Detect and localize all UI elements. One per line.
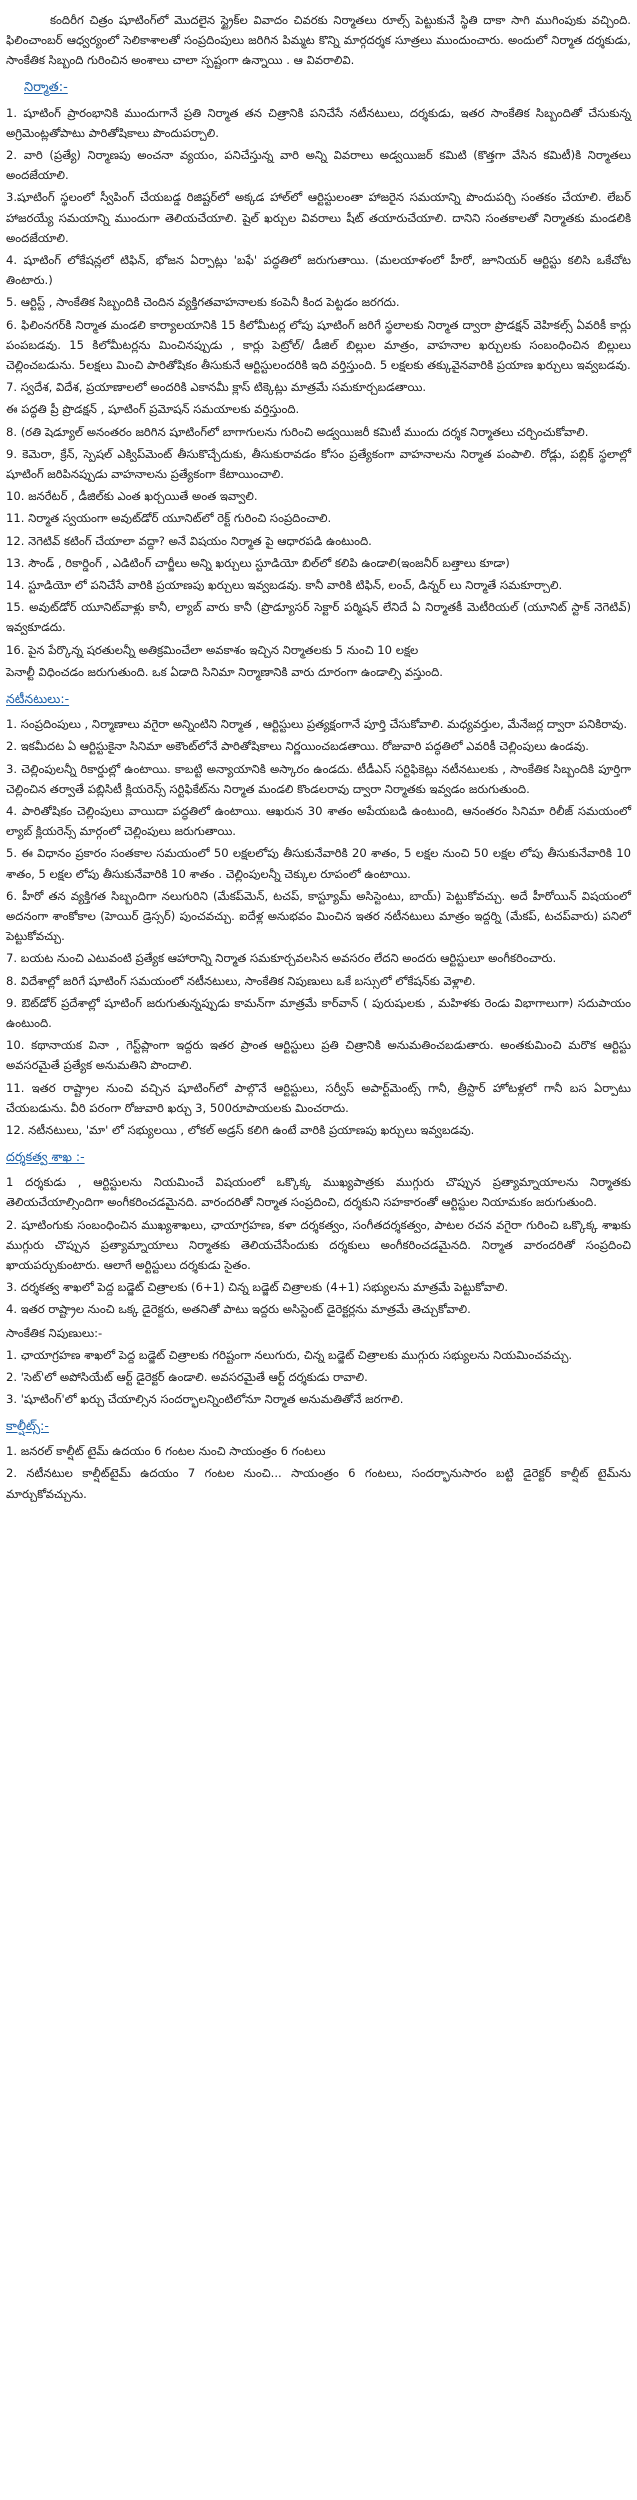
- list-item: 12. నెగెటివ్ కటింగ్ చేయాలా వద్దా? అనే విషయం నిర్మాత పై ఆధారపడి ఉంటుంది.: [6, 533, 372, 548]
- list-item: 8. (రతి షెడ్యూల్ అనంతరం జరిగిన షూటింగ్‌లో బాగాగులను గురించి అడ్వయిజరీ కమిటీ ముందు దర్శక నిర్మాతలు చర్చించుకోవాలి.: [6, 424, 589, 439]
- list-item: 8. విదేశాల్లో జరిగే షూటింగ్ సమయంలో నటీనటులు, సాంకేతిక నిపుణులు ఒకే బస్సులో లోకేషన్‌కు వెళ్లాలి.: [6, 973, 476, 988]
- list-item: 3. చెల్లింపులన్నీ రికార్డుల్లో ఉంటాయి. కాబట్టి అన్యాయానికి అస్కారం ఉండదు. టీడీఎస్ సర్టిఫికెట్లు నటీనటులకు , సాంకేతిక సిబ్బందికి పూర్తిగా చెల్లించిన తర్వాతే పబ్లిసిటీ క్లియరెన్స్ సర్టిఫికేట్‌ను నిర్మాత మండలి కొండలరావు ద్వారా నిర్మాతకు ఇవ్వడం జరుగుతుంది.: [6, 761, 631, 796]
- list-item: 4. ఇతర రాష్ట్రాల నుంచి ఒక్క డైరెక్టరు, అతనితో పాటు ఇద్దరు అసిస్టెంట్ డైరెక్టర్లను మాత్రమే తెచ్చుకోవాలి.: [6, 1302, 471, 1317]
- intro-paragraph: కందిరీగ చిత్రం షూటింగ్‌లో మొదలైన స్ట్రైక్‌ల వివాదం చివరకు నిర్మాతలు రూల్స్ పెట్టుకునే స్థితి దాకా సాగి ముగింపుకు వచ్చింది. ఫిలించాంబర్ ఆధ్వర్యంలో సెలికాశాలతో సంప్రదింపులు జరిగిన పిమ్మట కొన్ని మార్గదర్శక సూత్రలు ముందుంచారు. అందులో నిర్మాత దర్శకుడు, సాంకేతిక సిబ్బంది గురించిన అంశాలు చాలా స్పష్టంగా ఉన్నాయి . ఆ వివరాలివి.: [6, 13, 631, 68]
- list-item: 7. బయట నుంచి ఎటువంటి ప్రత్యేక ఆహారాన్ని నిర్మాత సమకూర్చవలసిన అవసరం లేదని అందరు ఆర్టిస్టులూ అంగీకరించారు.: [6, 951, 557, 966]
- list-item: 11. నిర్మాత స్వయంగా అవుట్‌డోర్ యూనిట్‌లో రెక్ట్ గురించి సంప్రదించాలి.: [6, 511, 332, 526]
- list-item: 3. దర్శకత్వ శాఖలో పెద్ద బడ్జెట్ చిత్రాలకు (6+1) చిన్న బడ్జెట్ చిత్రాలకు (4+1) సభ్యులను మాత్రమే పెట్టుకోవాలి.: [6, 1280, 509, 1295]
- section-heading-producers: నిర్మాత:-: [24, 79, 68, 95]
- list-item: 7. స్వదేశ, విదేశ, ప్రయాణాలలో అందరికి ఎకానమీ క్లాస్ టిక్కెట్లు మాత్రమే సమకూర్చబడతాయి.: [6, 380, 427, 395]
- list-item: 2. వారి (ప్రత్యే) నిర్మాణపు అంచనా వ్యయం, పనిచేస్తున్న వారి అన్ని వివరాలు అడ్వయిజర్ కమిటి (కొత్తగా వేసిన కమిటీ)కి నిర్మాతలు అందజేయాలి.: [6, 148, 631, 183]
- list-item: 6. హీరో తన వ్యక్తిగత సిబ్బందిగా నలుగురిని (మేకప్‌మెన్, టచప్, కాస్ట్యూమ్ అసిస్టెంటు, బాయ్) పెట్టుకోవచ్చు. అదే హీరోయిన్ విషయంలో అదనంగా శాంకోకాల (హెయిర్ డ్రెస్సర్‌) పుంచవచ్చు. ఐదేళ్ల అనుభవం మించిన ఇతర నటీనటులు మాత్రం ఇద్దర్ని (మేకప్, టచప్‌వారు) పనిలో పెట్టుకోవచ్చు.: [6, 888, 631, 944]
- actors-list: [6, 714, 631, 1140]
- list-item: 1 దర్శకుడు , ఆర్టిస్టులను నియమించే విషయంలో ఒక్కొక్క ముఖ్యపాత్రకు ముగ్గురు చొప్పున ప్రత్యామ్నాయాలను నిర్మాతకు తెలియచేయాల్సిందిగా అంగీకరించడమైనది. వారందరితో నిర్మాత సంప్రదించి, దర్శకుని సహకారంతో ఆర్టిస్టుల నియామకం జరుగుతుంది.: [6, 1175, 631, 1210]
- list-item: 2. షూటింగుకు సంబంధించిన ముఖ్యశాఖలు, ఛాయాగ్రహణ, కళా దర్శకత్వం, సంగీతదర్శకత్వం, పాటల రచన వగైరా గురించి ఒక్కొక్క శాఖకు ముగ్గురు చొప్పున ప్రత్యామ్నాయాలు నిర్మాతకు తెలియచేసేందుకు దర్శకులు అంగీకరించడమైనది. నిర్మాత వారందరితో సంప్రదించి ఖాయపర్చుకుంటారు. ఆలాగే అర్టిస్టులు దర్శకుడు సైతం.: [6, 1217, 631, 1272]
- list-item: 1. ఛాయాగ్రహణ శాఖలో పెద్ద బడ్జెట్ చిత్రాలకు గరిష్టంగా నలుగురు, చిన్న బడ్జెట్ చిత్రాలకు ముగ్గురు సభ్యులను నియమించవచ్చు.: [6, 1347, 573, 1362]
- list-item: 1. సంప్రదింపులు , నిర్మాణాలు వగైరా అన్నింటిని నిర్మాత , ఆర్టిస్టులు ప్రత్యక్షంగానే పూర్తి చేసుకోవాలి. మధ్యవర్తుల, మేనేజర్ల ద్వారా పనికిరావు.: [6, 717, 628, 732]
- list-item: 10. కథానాయక వినా , గెస్ట్‌ప్లాంగా ఇద్దరు ఇతర ప్రాంత ఆర్టిస్టులు ప్రతి చిత్రానికి అనుమతించబడుతారు. అంతకుమించి మరొక ఆర్టిస్టు అవసరమైతే ప్రత్యేక అనుమతిని పొందాలి.: [6, 1038, 631, 1073]
- producers-list: [6, 103, 631, 682]
- list-item: 11. ఇతర రాష్ట్రాల నుంచి వచ్చిన షూటింగ్‌లో పాల్గొనే ఆర్టిస్టులు, సర్వీస్ అపార్ట్‌మెంట్స్ గానీ, త్రీస్టార్ హోటళ్లలో గానీ బస ఏర్పాటు చేయబడును. వీరి పరంగా రోజువారి ఖర్చు 3, 500రూపాయలకు మించరాదు.: [6, 1080, 631, 1115]
- section-heading-direction: దర్శకత్వ శాఖ :-: [6, 1149, 85, 1165]
- continuation-text: ఈ పద్ధతి ప్రీ ప్రొడక్షన్ , షూటింగ్ ప్రమోషన్ సమయాలకు వర్తిస్తుంది.: [6, 402, 300, 417]
- list-item: 3.షూటింగ్ స్థలంలో స్వీపింగ్ చేయబడ్డ రిజిష్టర్‌లో అక్కడ హాల్‌లో ఆర్టిస్టులంతా హాజరైన సమయాన్ని పొందుపర్చి సంతకం చేయాలి. లేబర్ హాజరయ్యే సమయాన్ని ముందుగా తెలియచేయాలి. షైల్ ఖర్చుల వివరాలు షీట్ తయారుచేయాలి. దానిని సంతకాలతో నిర్మాతకు మండలికి అందజేయాలి.: [6, 190, 631, 245]
- list-item: 16. పైన పేర్కొన్న షరతులన్నీ అతిక్రమించేలా అవకాశం ఇచ్చిన నిర్మాతలకు 5 నుంచి 10 లక్షల: [6, 642, 419, 657]
- list-item: 9. కెమెరా, క్రేన్, స్పెషల్ ఎక్విప్‌మెంట్ తీసుకొచ్చేదుకు, తీసుకురావడం కోసం ప్రత్యేకంగా వాహనాలను నిర్మాత పంపాలి. రోడ్లు, పబ్లిక్ స్థలాల్లో షూటింగ్ జరిపినప్పుడు వాహనాలను ప్రత్యేకంగా కేటాయించాలి.: [6, 446, 631, 482]
- list-item: 6. ఫిలింనగర్‌కి నిర్మాత మండలి కార్యాలయానికి 15 కిలోమీటర్ల లోపు షూటింగ్ జరిగే స్థలాలకు నిర్మాత ద్వారా ప్రొడక్షన్ వెహికల్స్ ఏవరికీ కార్లు పంపబడవు. 15 కిలోమీటర్లను మించినప్పుడు , కార్లు పెట్రోల్/ డీజిల్ బిల్లుల మాత్రం, వాహనాల ఖర్చులకు సంబంధించిన బిల్లులు చెల్లించబడును. 5లక్షలు మించి పారితోషికం తీసుకునే ఆర్టిస్టులందరికి ఇది వర్తిస్తుంది. 5 లక్షలకు తక్కువైనవారికి ప్రయాణ ఖర్చులు ఇవ్వబడవు.: [6, 317, 631, 373]
- list-item: 1. జనరల్ కాల్షీట్ టైమ్ ఉదయం 6 గంటల నుంచి సాయంత్రం 6 గంటలు: [6, 1444, 326, 1459]
- section-heading-actors: నటీనటులు:-: [6, 691, 70, 707]
- list-item: 2. 'సెట్‌'లో అపోసియేట్ ఆర్ట్ డైరెక్టర్ ఉండాలి. అవసరమైతే ఆర్ట్ దర్శకుడు రావాలి.: [6, 1369, 368, 1384]
- closing-text: పెనాల్టీ విధించడం జరుగుతుంది. ఒక ఏడాది సినిమా నిర్మాణానికి వారు దూరంగా ఉండాల్సి వస్తుంది.: [6, 664, 443, 679]
- list-item: 9. ఔట్‌డోర్ ప్రదేశాల్లో షూటింగ్ జరుగుతున్నప్పుడు కామన్‌గా మాత్రమే కార్‌వాన్ ( పురుషులకు , మహిళకు రెండు విభాగాలుగా) సదుపాయం ఉంటుంది.: [6, 995, 631, 1030]
- list-item: 14. స్టూడియో లో పనిచేసే వారికి ప్రయాణపు ఖర్చులు ఇవ్వబడవు. కానీ వారికి టిఫిన్, లంచ్, డిన్నర్ లు నిర్మాతే సమకూర్చాలి.: [6, 578, 563, 593]
- list-item: 12. నటీనటులు, 'మా' లో సభ్యులయి , లోకల్ అడ్రస్ కలిగి ఉంటే వారికి ప్రయాణపు ఖర్చులు ఇవ్వబడవు.: [6, 1122, 475, 1137]
- list-item: 2. నటీనటుల కాల్షీట్‌టైమ్ ఉదయం 7 గంటల నుంచి... సాయంత్రం 6 గంటలు, సందర్భానుసారం బట్టి డైరెక్టర్ కాల్షీట్ టైమ్‌ను మార్చుకోవచ్చును.: [6, 1466, 631, 1501]
- section-heading-callsheets: కాల్షీట్స్:-: [6, 1418, 49, 1434]
- list-item: 5. ఆర్టిస్ట్ , సాంకేతిక సిబ్బందికి చెందిన వ్యక్తిగతవాహనాలకు కంపెనీ కింద పెట్టడం జరగదు.: [6, 295, 400, 310]
- list-item: 10. జనరేటర్ , డీజిల్‌కు ఎంత ఖర్చయితే అంత ఇవ్వాలి.: [6, 489, 258, 504]
- direction-list: [6, 1172, 631, 1409]
- sub-heading-technicians: సాంకేతిక నిపుణులు:-: [6, 1325, 103, 1340]
- list-item: 15. అవుట్‌డోర్ యూనిట్‌వాళ్లు కానీ, ల్యాబ్ వారు కానీ (ప్రొడ్యూసర్ సెక్టార్ పర్మిషన్ లేనిదే ఏ నిర్మాతకీ మెటీరియల్ (యూనిట్ స్టాక్ నెగెటివ్) ఇవ్వకూడదు.: [6, 600, 631, 635]
- callsheets-list: [6, 1441, 631, 1504]
- list-item: 3. 'షూటింగ్'లో ఖర్చు చేయాల్సిన సందర్భాలన్నింటిలోనూ నిర్మాత అనుమతితోనే జరగాలి.: [6, 1391, 404, 1406]
- list-item: 1. షూటింగ్ ప్రారంభానికి ముందుగానే ప్రతి నిర్మాత తన చిత్రానికి పనిచేసే నటీనటులు, దర్శకుడు, ఇతర సాంకేతిక సిబ్బందితో చేసుకున్న అగ్రిమెంట్లతోపాటు పారితోషికాలు పొందుపర్చాలి.: [6, 105, 631, 140]
- list-item: 5. ఈ విధానం ప్రకారం సంతకాల సమయంలో 50 లక్షలలోపు తీసుకునేవారికి 20 శాతం, 5 లక్షల నుంచి 50 లక్షల లోపు తీసుకునేవారికి 10 శాతం, 5 లక్షల లోపు తీసుకునేవారికి 10 శాతం . చెల్లింపులన్నీ చెక్కుల రూపంలో ఉంటాయి.: [6, 846, 631, 881]
- list-item: 13. సౌండ్ , రికార్డింగ్ , ఎడిటింగ్ చార్జీలు అన్ని ఖర్చులు స్టూడియో బిల్‌లో కలిపి ఉండాలి(ఇంజనీర్ బత్తాలు కూడా): [6, 555, 510, 570]
- list-item: 2. ఇకమీదట ఏ ఆర్టిస్టుకైనా సినిమా అకౌంట్‌లోనే పారితోషికాలు నిర్ణయించబడతాయి. రోజువారి పద్ధతిలో ఎవరికీ చెల్లింపులు ఉండవు.: [6, 739, 589, 754]
- list-item: 4. షూటింగ్ లోకేషన్లలో టిఫిన్, భోజన ఏర్పాట్లు 'బఫే' పద్ధతిలో జరుగుతాయి. (మలయాళంలో హీరో, జూనియర్ ఆర్టిస్టు కలిసి ఒకేచోట తింటారు.): [6, 253, 631, 288]
- list-item: 4. పారితోషికం చెల్లింపులు వాయిదా పద్ధతిలో ఉంటాయి. ఆఖరున 30 శాతం అపేయబడి ఉంటుంది, ఆనంతరం సినిమా రిలీజ్ సమయంలో ల్యాబ్ క్లియరెన్స్ మార్గంలో చెల్లింపులు జరుగుతాయి.: [6, 803, 631, 839]
